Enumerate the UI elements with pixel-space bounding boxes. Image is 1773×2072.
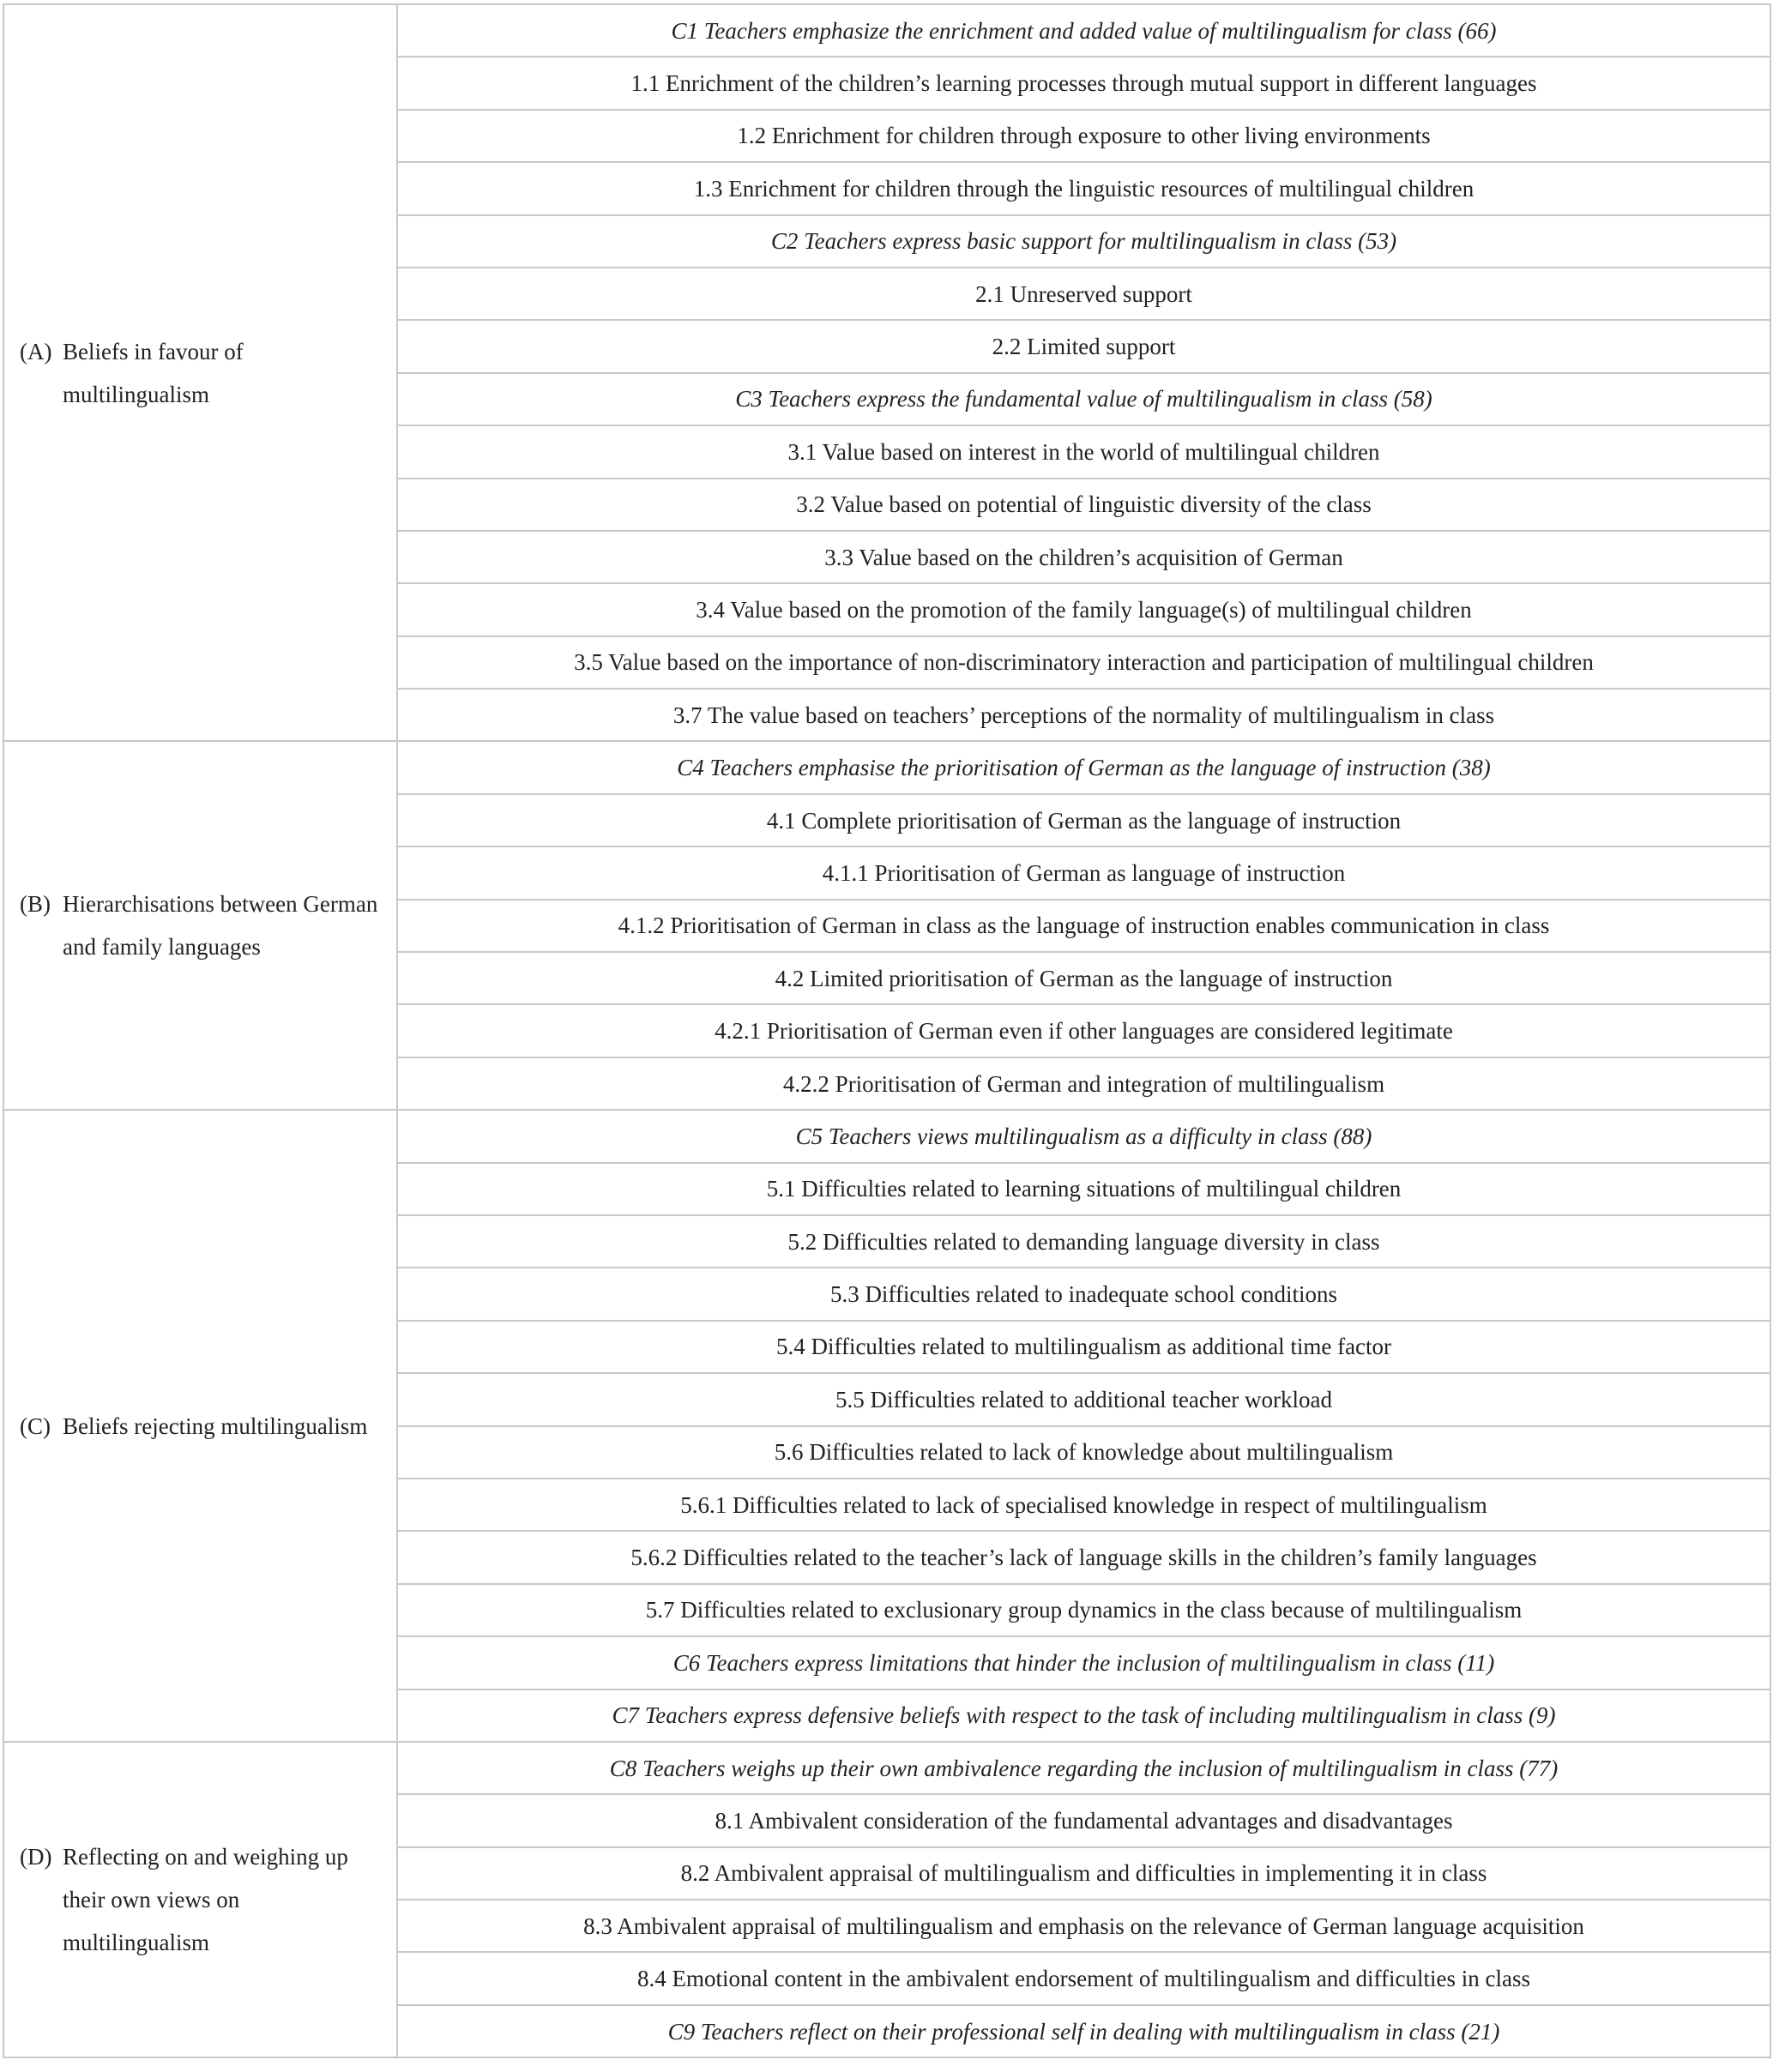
- subcode-cell: 1.3 Enrichment for children through the linguistic resources of multilingual children: [397, 162, 1770, 214]
- category-cell: [3, 1742, 397, 2057]
- category-text: Beliefs in favour of multilingualism: [63, 338, 244, 407]
- table-row: [3, 741, 1770, 793]
- subcode-cell: 4.2.1 Prioritisation of German even if other languages are considered legitimate: [397, 1004, 1770, 1057]
- category-cell: [3, 741, 397, 1110]
- category-label: [20, 330, 383, 416]
- category-letter: (D): [20, 1844, 52, 1870]
- main-code-cell: C2 Teachers express basic support for multilingualism in class (53): [397, 215, 1770, 268]
- subcode-cell: 3.7 The value based on teachers’ perceptions of the normality of multilingualism in class: [397, 689, 1770, 741]
- subcode-cell: 5.5 Difficulties related to additional teacher workload: [397, 1373, 1770, 1425]
- main-code-cell: C9 Teachers reflect on their professional self in dealing with multilingualism in class (21): [397, 2005, 1770, 2057]
- main-code-cell: C7 Teachers express defensive beliefs with respect to the task of including multilingualism in class (9): [397, 1690, 1770, 1742]
- table-row: [3, 1110, 1770, 1162]
- subcode-cell: 4.2 Limited prioritisation of German as the language of instruction: [397, 952, 1770, 1004]
- subcode-cell: 2.2 Limited support: [397, 320, 1770, 372]
- subcode-cell: 5.1 Difficulties related to learning situations of multilingual children: [397, 1163, 1770, 1215]
- category-text: Hierarchisations between German and family languages: [63, 891, 378, 961]
- category-text: Beliefs rejecting multilingualism: [63, 1412, 368, 1439]
- subcode-cell: 5.6.2 Difficulties related to the teacher’s lack of language skills in the children’s family languages: [397, 1531, 1770, 1583]
- subcode-cell: 5.4 Difficulties related to multilingualism as additional time factor: [397, 1321, 1770, 1373]
- category-letter: (B): [20, 891, 51, 918]
- category-letter: (A): [20, 338, 52, 364]
- subcode-cell: 4.2.2 Prioritisation of German and integration of multilingualism: [397, 1057, 1770, 1110]
- main-code-cell: C3 Teachers express the fundamental value of multilingualism in class (58): [397, 373, 1770, 425]
- subcode-cell: 3.3 Value based on the children’s acquisition of German: [397, 531, 1770, 583]
- subcode-cell: 8.2 Ambivalent appraisal of multilingualism and difficulties in implementing it in class: [397, 1847, 1770, 1900]
- belief-category-table: [3, 3, 1771, 2058]
- category-cell: [3, 4, 397, 741]
- subcode-cell: 2.1 Unreserved support: [397, 268, 1770, 320]
- subcode-cell: 5.7 Difficulties related to exclusionary group dynamics in the class because of multilingualism: [397, 1584, 1770, 1636]
- subcode-cell: 8.3 Ambivalent appraisal of multilingualism and emphasis on the relevance of German language acquisition: [397, 1900, 1770, 1952]
- table-row: [3, 4, 1770, 57]
- subcode-cell: 1.1 Enrichment of the children’s learning processes through mutual support in different languages: [397, 57, 1770, 109]
- category-cell: [3, 1110, 397, 1742]
- table-row: [3, 1742, 1770, 1794]
- main-code-cell: C6 Teachers express limitations that hinder the inclusion of multilingualism in class (11): [397, 1636, 1770, 1689]
- subcode-cell: 3.5 Value based on the importance of non-discriminatory interaction and participation of multilingual children: [397, 636, 1770, 689]
- category-text: Reflecting on and weighing up their own views on multilingualism: [63, 1844, 348, 1956]
- subcode-cell: 3.2 Value based on potential of linguistic diversity of the class: [397, 479, 1770, 531]
- category-label: [20, 1405, 383, 1448]
- subcode-cell: 4.1.1 Prioritisation of German as language of instruction: [397, 846, 1770, 899]
- main-code-cell: C4 Teachers emphasise the prioritisation of German as the language of instruction (38): [397, 741, 1770, 793]
- subcode-cell: 3.4 Value based on the promotion of the family language(s) of multilingual children: [397, 583, 1770, 635]
- main-code-cell: C5 Teachers views multilingualism as a difficulty in class (88): [397, 1110, 1770, 1162]
- category-label: [20, 882, 383, 968]
- main-code-cell: C1 Teachers emphasize the enrichment and added value of multilingualism for class (66): [397, 4, 1770, 57]
- subcode-cell: 8.4 Emotional content in the ambivalent endorsement of multilingualism and difficulties in class: [397, 1952, 1770, 2004]
- subcode-cell: 5.6.1 Difficulties related to lack of specialised knowledge in respect of multilingualism: [397, 1479, 1770, 1531]
- subcode-cell: 5.2 Difficulties related to demanding language diversity in class: [397, 1215, 1770, 1268]
- category-letter: (C): [20, 1412, 51, 1439]
- subcode-cell: 8.1 Ambivalent consideration of the fundamental advantages and disadvantages: [397, 1794, 1770, 1846]
- subcode-cell: 5.3 Difficulties related to inadequate school conditions: [397, 1268, 1770, 1320]
- main-code-cell: C8 Teachers weighs up their own ambivalence regarding the inclusion of multilingualism in class (77): [397, 1742, 1770, 1794]
- subcode-cell: 1.2 Enrichment for children through exposure to other living environments: [397, 110, 1770, 162]
- category-label: [20, 1835, 383, 1964]
- subcode-cell: 5.6 Difficulties related to lack of knowledge about multilingualism: [397, 1426, 1770, 1479]
- subcode-cell: 4.1 Complete prioritisation of German as the language of instruction: [397, 794, 1770, 846]
- table-body: [3, 4, 1770, 2057]
- subcode-cell: 4.1.2 Prioritisation of German in class as the language of instruction enables communication in class: [397, 900, 1770, 952]
- subcode-cell: 3.1 Value based on interest in the world of multilingual children: [397, 425, 1770, 478]
